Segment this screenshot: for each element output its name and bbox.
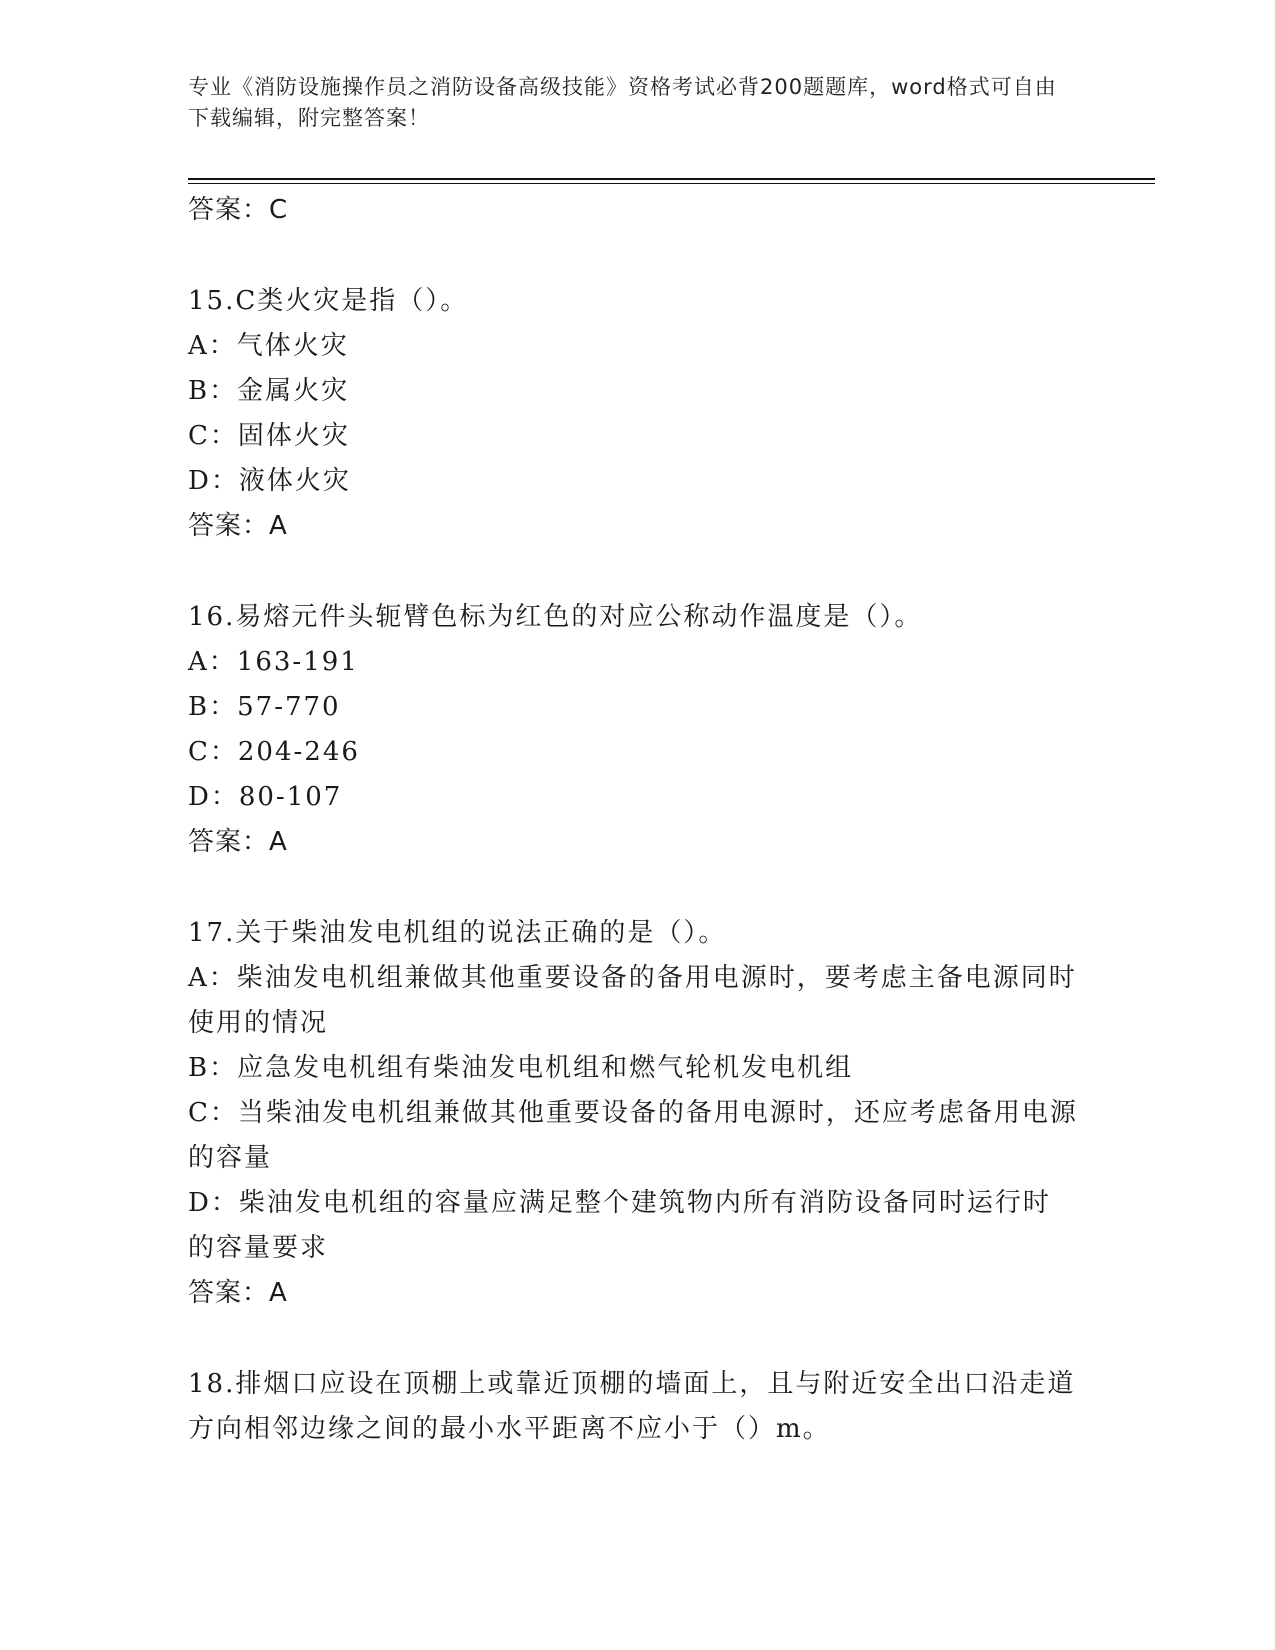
spacer [188,233,1078,279]
question-17 [188,911,1078,1316]
question-16 [188,595,1078,865]
option-d: D：液体火灾 [188,466,351,496]
spacer [188,1316,1078,1362]
header-divider-thin [188,183,1155,184]
option-b: B：应急发电机组有柴油发电机组和燃气轮机发电机组 [188,1053,854,1083]
spacer [188,865,1078,911]
question-stem: 17.关于柴油发电机组的说法正确的是（）。 [188,918,727,948]
question-stem: 16.易熔元件头轭臂色标为红色的对应公称动作温度是（）。 [188,602,923,632]
question-stem: 18.排烟口应设在顶棚上或靠近顶棚的墙面上，且与附近安全出口沿走道方向相邻边缘之间的最小水平距离不应小于（）m。 [188,1369,1076,1444]
option-d: D：80-107 [188,782,343,812]
answer: 答案：A [188,1278,288,1308]
option-a: A：柴油发电机组兼做其他重要设备的备用电源时，要考虑主备电源同时使用的情况 [188,963,1077,1038]
option-c: C：当柴油发电机组兼做其他重要设备的备用电源时，还应考虑备用电源的容量 [188,1098,1078,1173]
answer: 答案：A [188,827,288,857]
page-header: 专业《消防设施操作员之消防设备高级技能》资格考试必背200题题库，word格式可自由下载编辑，附完整答案！ [188,75,1057,130]
option-a: A：163-191 [188,647,359,677]
question-15 [188,279,1078,549]
question-stem: 15.C类火灾是指（）。 [188,286,469,316]
answer: 答案：A [188,511,288,541]
option-c: C：204-246 [188,737,360,767]
question-content [188,188,1078,1452]
previous-answer: 答案：C [188,195,289,225]
option-b: B：金属火灾 [188,376,350,406]
spacer [188,549,1078,595]
option-d: D：柴油发电机组的容量应满足整个建筑物内所有消防设备同时运行时的容量要求 [188,1188,1051,1263]
option-b: B：57-770 [188,692,341,722]
option-a: A：气体火灾 [188,331,349,361]
option-c: C：固体火灾 [188,421,350,451]
question-18 [188,1362,1078,1452]
header-divider-thick [188,178,1155,180]
